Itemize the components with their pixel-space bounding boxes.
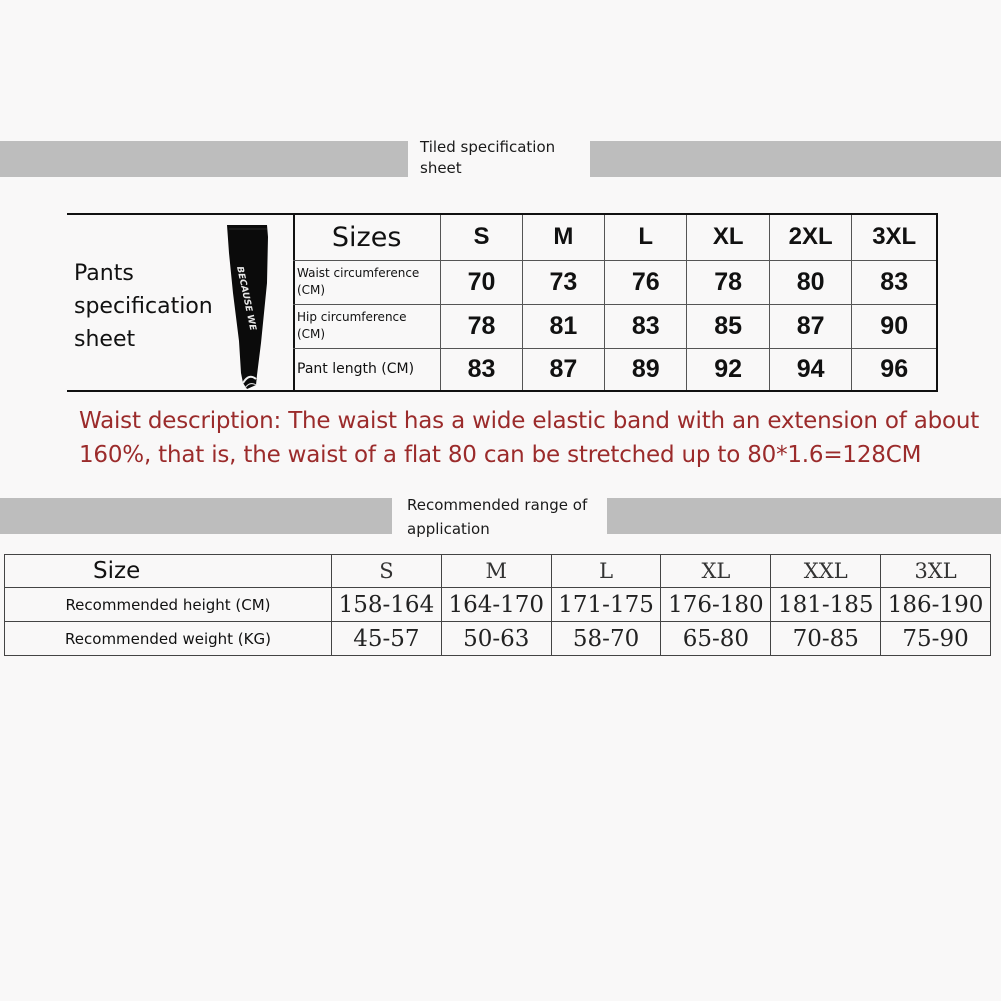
range-size-s: S: [332, 555, 442, 588]
section-caption-range: Recommended range of application: [407, 496, 588, 538]
waist-xl: 78: [687, 260, 769, 304]
spec-title-cell: [67, 215, 295, 390]
size-header-3xl: 3XL: [852, 215, 936, 260]
range-size-m: M: [441, 555, 551, 588]
height-l: 171-175: [551, 588, 661, 622]
range-size-header: Size: [5, 555, 332, 588]
section-divider-left: [0, 141, 408, 177]
size-header-l: L: [605, 215, 687, 260]
spec-table: [67, 213, 938, 392]
range-label-height: Recommended height (CM): [5, 588, 332, 622]
length-l: 89: [605, 348, 687, 390]
spec-title: Pants specification sheet: [74, 261, 213, 352]
hip-m: 81: [522, 304, 604, 348]
row-label-hip: Hip circumference (CM): [293, 304, 441, 348]
waist-l: 76: [605, 260, 687, 304]
row-label-waist: Waist circumference (CM): [293, 260, 441, 304]
weight-xl: 65-80: [661, 622, 771, 656]
hip-3xl: 90: [852, 304, 936, 348]
hip-xl: 85: [687, 304, 769, 348]
weight-m: 50-63: [441, 622, 551, 656]
height-xxl: 181-185: [771, 588, 881, 622]
size-header-s: S: [441, 215, 522, 260]
waist-s: 70: [441, 260, 522, 304]
waist-2xl: 80: [769, 260, 852, 304]
range-size-l: L: [551, 555, 661, 588]
weight-xxl: 70-85: [771, 622, 881, 656]
section-caption-tiled: Tiled specification sheet: [420, 138, 556, 177]
size-header-xl: XL: [687, 215, 769, 260]
weight-3xl: 75-90: [881, 622, 991, 656]
sizes-header: Sizes: [293, 215, 441, 260]
section2-divider-right: [607, 498, 1001, 534]
height-m: 164-170: [441, 588, 551, 622]
range-size-3xl: 3XL: [881, 555, 991, 588]
length-xl: 92: [687, 348, 769, 390]
length-m: 87: [522, 348, 604, 390]
section-divider-right: [590, 141, 1001, 177]
spec-grid: [293, 215, 936, 390]
range-size-xl: XL: [661, 555, 771, 588]
pants-print-text: BECAUSE WE: [234, 265, 258, 332]
size-header-2xl: 2XL: [769, 215, 852, 260]
length-3xl: 96: [852, 348, 936, 390]
waist-3xl: 83: [852, 260, 936, 304]
height-3xl: 186-190: [881, 588, 991, 622]
weight-l: 58-70: [551, 622, 661, 656]
waist-description: Waist description: The waist has a wide elastic band with an extension of about 160%, that is, the waist of a flat 80 can be stretched up to 80*1.6=128CM: [79, 408, 980, 468]
hip-2xl: 87: [769, 304, 852, 348]
pants-image: [223, 223, 273, 391]
size-header-m: M: [522, 215, 604, 260]
range-table: [4, 554, 991, 656]
height-s: 158-164: [332, 588, 442, 622]
range-label-weight: Recommended weight (KG): [5, 622, 332, 656]
row-label-length: Pant length (CM): [293, 348, 441, 390]
length-2xl: 94: [769, 348, 852, 390]
range-size-xxl: XXL: [771, 555, 881, 588]
weight-s: 45-57: [332, 622, 442, 656]
section2-divider-left: [0, 498, 392, 534]
height-xl: 176-180: [661, 588, 771, 622]
hip-l: 83: [605, 304, 687, 348]
hip-s: 78: [441, 304, 522, 348]
waist-m: 73: [522, 260, 604, 304]
length-s: 83: [441, 348, 522, 390]
